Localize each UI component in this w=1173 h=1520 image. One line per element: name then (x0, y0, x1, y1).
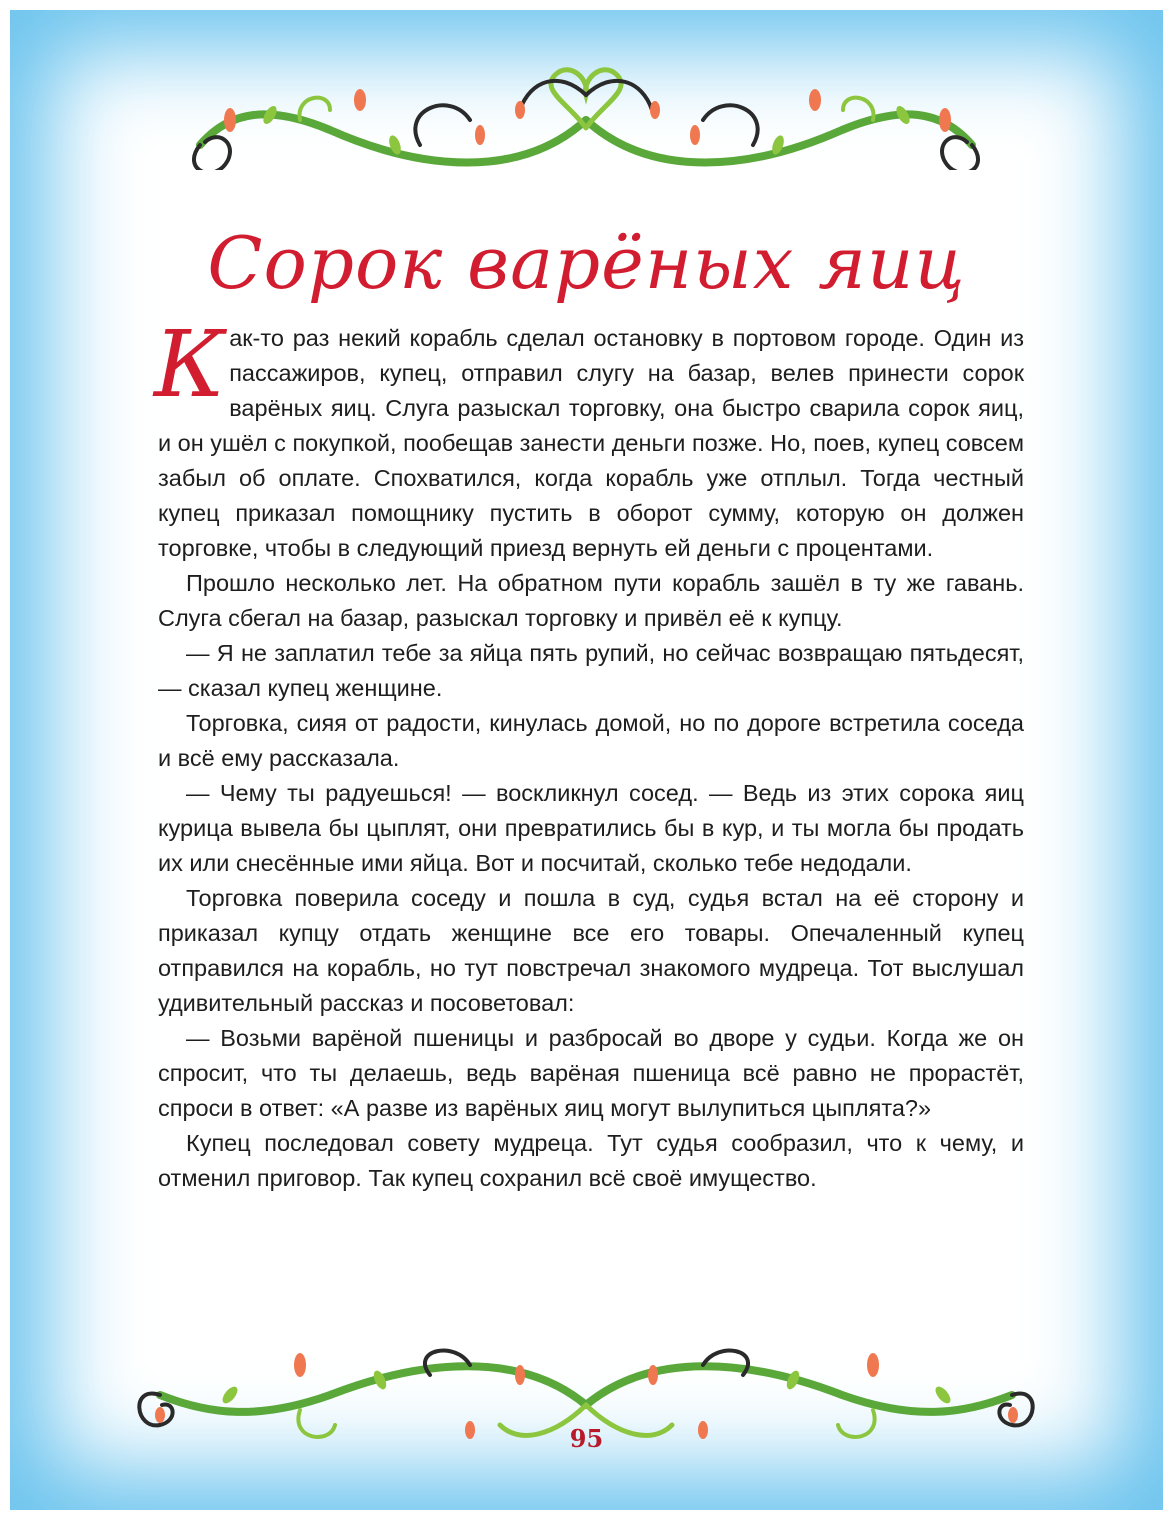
drop-cap: К (154, 311, 226, 418)
story-paragraph: Как-то раз некий корабль сделал остановку в портовом городе. Один из пассажиров, купец, отправил слугу на базар, велев принести сорок варёных яиц. Слуга разыскал торговку, она быстро сварила сорок яиц, и он ушёл с покупкой, пообещав занести деньги позже. Но, поев, купец совсем забыл об оплате. Спохватился, когда корабль уже отплыл. Тогда честный купец приказал помощнику пустить в оборот сумму, которую он должен торговке, чтобы в следующий приезд вернуть ей деньги с процентами. (154, 311, 1024, 561)
story-paragraph: Прошло несколько лет. На обратном пути корабль зашёл в ту же гавань. Слуга сбегал на базар, разыскал торговку и привёл её к купцу. (158, 570, 1024, 631)
story-paragraph: — Возьми варёной пшеницы и разбросай во дворе у судьи. Когда же он спросит, что ты делаешь, ведь варёная пшеница всё равно не прорастёт, спроси в ответ: «А разве из варёных яиц могут вылупиться цыплята?» (158, 1025, 1024, 1121)
story-paragraph: Торговка, сияя от радости, кинулась домой, но по дороге встретила соседа и всё ему рассказала. (158, 710, 1024, 771)
story-paragraph: Купец последовал совету мудреца. Тут судья сообразил, что к чему, и отменил приговор. Так купец сохранил всё своё имущество. (158, 1130, 1024, 1191)
page-title: Сорок варёных яиц (207, 221, 966, 305)
story-paragraph: — Чему ты радуешься! — воскликнул сосед. — Ведь из этих сорока яиц курица вывела бы цыплят, они превратились бы в кур, и ты могла бы продать их или снесённые ими яйца. Вот и посчитай, сколько тебе недодали. (158, 780, 1024, 876)
story-paragraph: — Я не заплатил тебе за яйца пять рупий, но сейчас возвращаю пятьдесят, — сказал купец женщине. (158, 640, 1024, 701)
page-number: 95 (569, 1424, 604, 1453)
story-paragraph: Торговка поверила соседу и пошла в суд, судья встал на её сторону и приказал купцу отдать женщине все его товары. Опечаленный купец отправился на корабль, но тут повстречал знакомого мудреца. Тот выслушал удивительный рассказ и посоветовал: (158, 885, 1024, 1016)
story-text (154, 311, 1024, 1196)
top-floral-ornament-icon (0, 50, 1173, 170)
